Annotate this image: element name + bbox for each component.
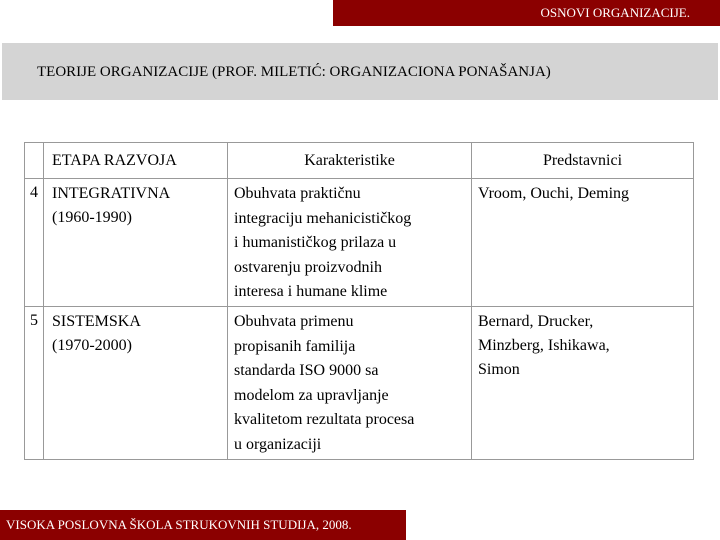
header-banner-text: OSNOVI ORGANIZACIJE.: [540, 5, 690, 20]
page-title: TEORIJE ORGANIZACIJE (PROF. MILETIĆ: ORGANIZACIONA PONAŠANJA): [37, 64, 551, 80]
representatives-line: Bernard, Drucker,: [478, 313, 594, 330]
characteristics-line: modelom za upravljanje: [234, 386, 389, 404]
column-header-etapa: ETAPA RAZVOJA: [44, 143, 228, 179]
characteristics-cell: [228, 179, 472, 307]
column-header-karakteristike: Karakteristike: [228, 143, 472, 179]
characteristics-line: integraciju mehanicističkog: [234, 209, 412, 227]
characteristics-line: interesa i humane klime: [234, 283, 388, 300]
footer-text: VISOKA POSLOVNA ŠKOLA STRUKOVNIH STUDIJA, 2008.: [6, 517, 352, 532]
stage-cell: [44, 179, 228, 307]
table-row: [25, 307, 694, 460]
header-num-cell: [25, 143, 44, 179]
representatives-cell: [472, 307, 694, 460]
characteristics-line: i humanističkog prilaza u: [234, 234, 397, 251]
characteristics-cell: [228, 307, 472, 460]
characteristics-line: standarda ISO 9000 sa: [234, 362, 379, 379]
stage-name: SISTEMSKA: [52, 313, 141, 330]
characteristics-line: Obuhvata praktičnu: [234, 185, 361, 202]
stage-years: (1960-1990): [52, 209, 132, 226]
column-header-predstavnici: Predstavnici: [472, 143, 694, 179]
table-header-row: [25, 143, 694, 179]
representatives-line: Simon: [478, 361, 520, 378]
development-stages-table: [24, 142, 694, 460]
characteristics-line: ostvarenju proizvodnih: [234, 258, 382, 276]
stage-name: INTEGRATIVNA: [52, 185, 171, 202]
stage-cell: [44, 307, 228, 460]
characteristics-line: propisanih familija: [234, 337, 356, 355]
representatives-line: Vroom, Ouchi, Deming: [478, 185, 630, 202]
characteristics-line: Obuhvata primenu: [234, 313, 354, 330]
table-row: [25, 179, 694, 307]
row-number: 4: [25, 179, 44, 307]
characteristics-line: u organizaciji: [234, 435, 322, 453]
footer-banner: [0, 510, 406, 540]
representatives-cell: [472, 179, 694, 307]
characteristics-line: kvalitetom rezultata procesa: [234, 411, 415, 428]
header-banner: [333, 0, 720, 26]
representatives-line: Minzberg, Ishikawa,: [478, 337, 610, 354]
stage-years: (1970-2000): [52, 337, 132, 354]
row-number: 5: [25, 307, 44, 460]
